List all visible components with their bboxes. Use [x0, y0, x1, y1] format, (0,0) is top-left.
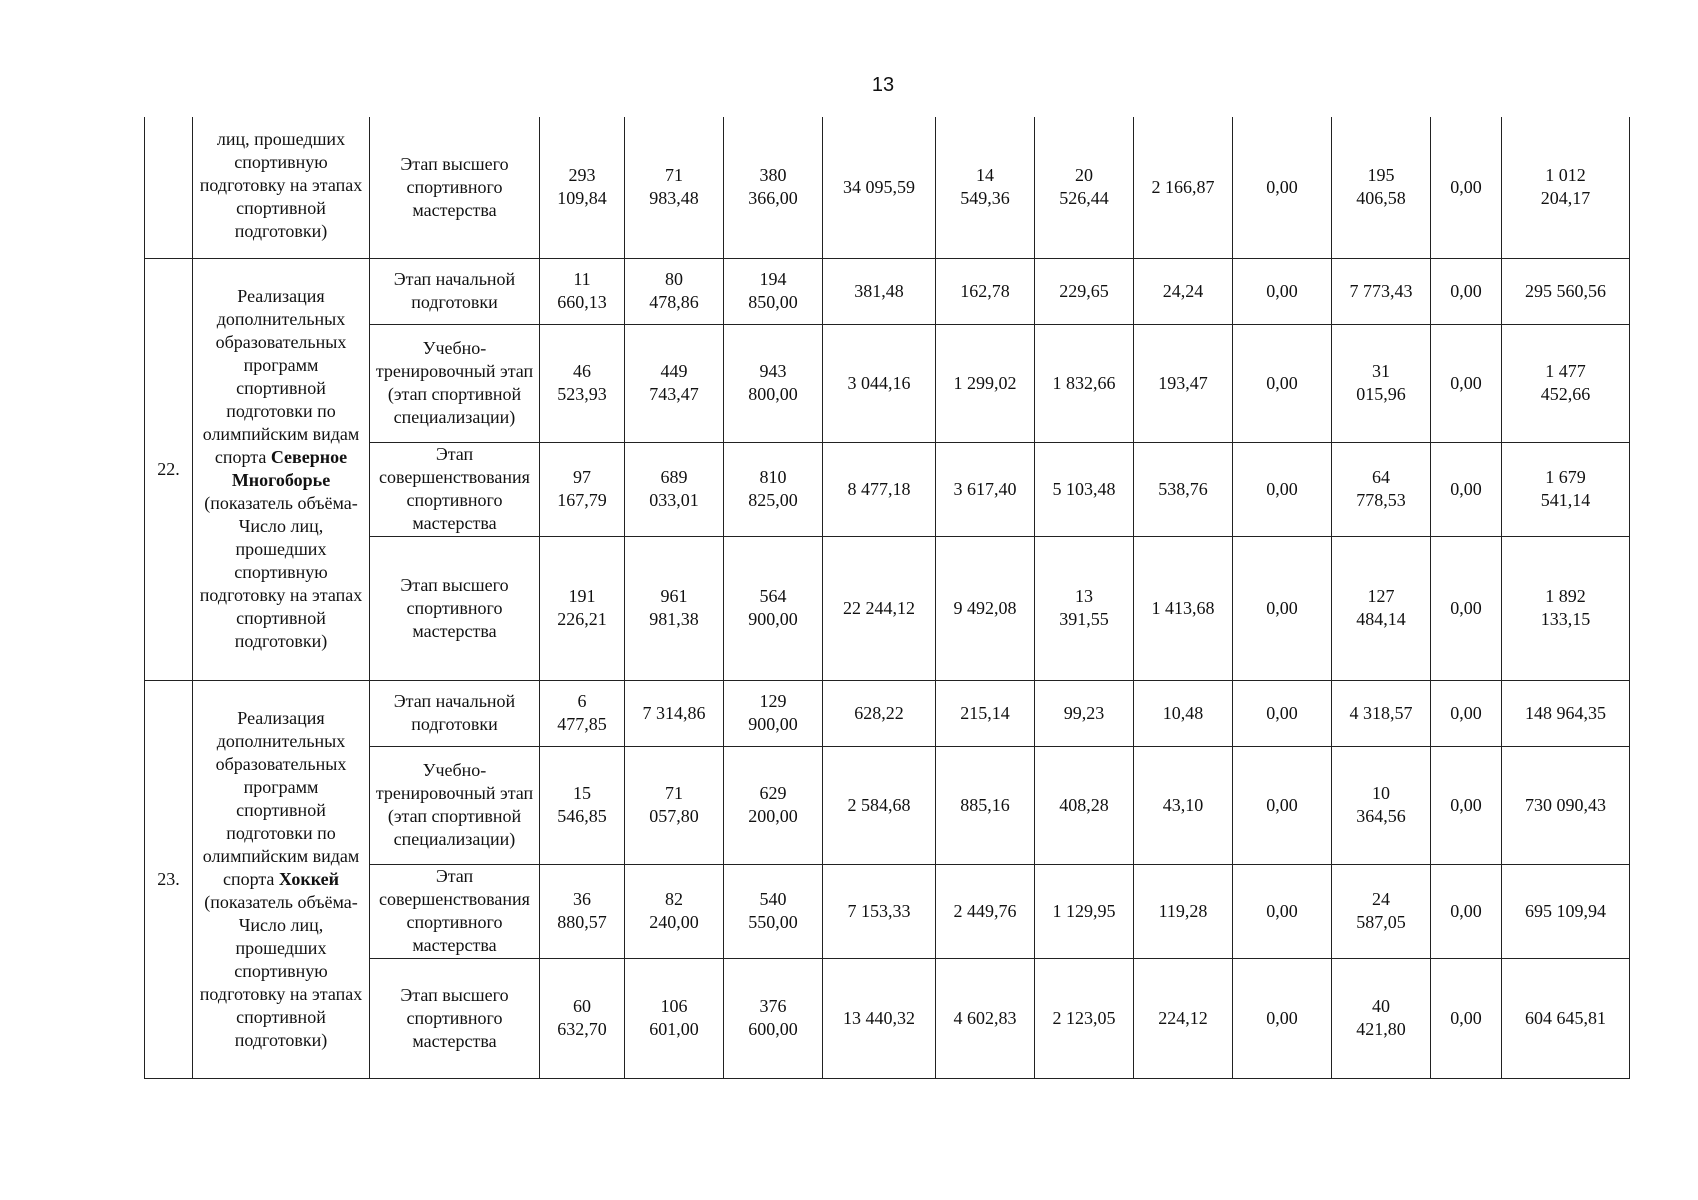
value-cell: 40 421,80	[1332, 958, 1431, 1078]
value-cell: 7 773,43	[1332, 258, 1431, 324]
value-cell: 295 560,56	[1502, 258, 1630, 324]
table-row	[145, 680, 1630, 746]
value-cell: 1 892 133,15	[1502, 536, 1630, 680]
value-cell: 7 153,33	[823, 864, 936, 958]
value-cell: 24 587,05	[1332, 864, 1431, 958]
stage-name: Этап совершенствования спортивного мастерства	[370, 864, 540, 958]
value-cell: 0,00	[1233, 117, 1332, 258]
value-cell: 71 983,48	[625, 117, 724, 258]
value-cell: 97 167,79	[540, 442, 625, 536]
value-cell: 43,10	[1134, 746, 1233, 864]
value-cell: 34 095,59	[823, 117, 936, 258]
value-cell: 564 900,00	[724, 536, 823, 680]
value-cell: 810 825,00	[724, 442, 823, 536]
value-cell: 71 057,80	[625, 746, 724, 864]
value-cell: 6 477,85	[540, 680, 625, 746]
value-cell: 0,00	[1431, 324, 1502, 442]
value-cell: 0,00	[1431, 117, 1502, 258]
table-row	[145, 117, 1630, 258]
value-cell: 0,00	[1233, 958, 1332, 1078]
value-cell: 293 109,84	[540, 117, 625, 258]
value-cell: 15 546,85	[540, 746, 625, 864]
value-cell: 2 166,87	[1134, 117, 1233, 258]
value-cell: 0,00	[1431, 864, 1502, 958]
stage-name: Этап высшего спортивного мастерства	[370, 958, 540, 1078]
row-number: 22.	[145, 258, 193, 680]
value-cell: 1 299,02	[936, 324, 1035, 442]
value-cell: 0,00	[1233, 536, 1332, 680]
value-cell: 193,47	[1134, 324, 1233, 442]
value-cell: 2 449,76	[936, 864, 1035, 958]
value-cell: 31 015,96	[1332, 324, 1431, 442]
value-cell: 11 660,13	[540, 258, 625, 324]
value-cell: 8 477,18	[823, 442, 936, 536]
value-cell: 730 090,43	[1502, 746, 1630, 864]
value-cell: 2 123,05	[1035, 958, 1134, 1078]
value-cell: 695 109,94	[1502, 864, 1630, 958]
value-cell: 0,00	[1233, 442, 1332, 536]
value-cell: 376 600,00	[724, 958, 823, 1078]
value-cell: 540 550,00	[724, 864, 823, 958]
value-cell: 0,00	[1431, 536, 1502, 680]
page-number: 13	[871, 74, 895, 96]
cost-table	[144, 117, 1630, 1079]
value-cell: 5 103,48	[1035, 442, 1134, 536]
value-cell: 885,16	[936, 746, 1035, 864]
value-cell: 943 800,00	[724, 324, 823, 442]
value-cell: 1 012 204,17	[1502, 117, 1630, 258]
value-cell: 538,76	[1134, 442, 1233, 536]
value-cell: 3 617,40	[936, 442, 1035, 536]
row-number: 23.	[145, 680, 193, 1078]
stage-name: Этап начальной подготовки	[370, 680, 540, 746]
value-cell: 0,00	[1431, 746, 1502, 864]
value-cell: 24,24	[1134, 258, 1233, 324]
value-cell: 0,00	[1233, 680, 1332, 746]
value-cell: 408,28	[1035, 746, 1134, 864]
value-cell: 36 880,57	[540, 864, 625, 958]
value-cell: 9 492,08	[936, 536, 1035, 680]
value-cell: 4 318,57	[1332, 680, 1431, 746]
value-cell: 106 601,00	[625, 958, 724, 1078]
stage-name: Этап высшего спортивного мастерства	[370, 536, 540, 680]
value-cell: 381,48	[823, 258, 936, 324]
value-cell: 10 364,56	[1332, 746, 1431, 864]
value-cell: 380 366,00	[724, 117, 823, 258]
value-cell: 60 632,70	[540, 958, 625, 1078]
value-cell: 229,65	[1035, 258, 1134, 324]
value-cell: 0,00	[1431, 258, 1502, 324]
value-cell: 119,28	[1134, 864, 1233, 958]
value-cell: 148 964,35	[1502, 680, 1630, 746]
service-name-text: (показатель объёма-Число лиц, прошедших спортивную подготовку на этапах спортивной подготовки)	[199, 891, 363, 1050]
value-cell: 20 526,44	[1035, 117, 1134, 258]
value-cell: 2 584,68	[823, 746, 936, 864]
value-cell: 215,14	[936, 680, 1035, 746]
value-cell: 127 484,14	[1332, 536, 1431, 680]
value-cell: 1 832,66	[1035, 324, 1134, 442]
value-cell: 22 244,12	[823, 536, 936, 680]
value-cell: 0,00	[1233, 864, 1332, 958]
value-cell: 1 477 452,66	[1502, 324, 1630, 442]
value-cell: 80 478,86	[625, 258, 724, 324]
value-cell: 628,22	[823, 680, 936, 746]
value-cell: 82 240,00	[625, 864, 724, 958]
value-cell: 449 743,47	[625, 324, 724, 442]
value-cell: 3 044,16	[823, 324, 936, 442]
service-name	[193, 680, 370, 1078]
value-cell: 0,00	[1431, 958, 1502, 1078]
value-cell: 4 602,83	[936, 958, 1035, 1078]
value-cell: 0,00	[1431, 442, 1502, 536]
value-cell: 64 778,53	[1332, 442, 1431, 536]
service-name-text: лиц, прошедших спортивную подготовку на этапах спортивной подготовки)	[199, 128, 363, 241]
value-cell: 0,00	[1233, 324, 1332, 442]
stage-name: Этап начальной подготовки	[370, 258, 540, 324]
sport-name: Северное Многоборье	[231, 447, 348, 490]
value-cell: 604 645,81	[1502, 958, 1630, 1078]
value-cell: 129 900,00	[724, 680, 823, 746]
value-cell: 1 413,68	[1134, 536, 1233, 680]
value-cell: 13 391,55	[1035, 536, 1134, 680]
value-cell: 0,00	[1233, 258, 1332, 324]
value-cell: 1 129,95	[1035, 864, 1134, 958]
value-cell: 10,48	[1134, 680, 1233, 746]
value-cell: 7 314,86	[625, 680, 724, 746]
service-name-text: (показатель объёма-Число лиц, прошедших спортивную подготовку на этапах спортивной подготовки)	[199, 493, 363, 651]
stage-name: Учебно-тренировочный этап (этап спортивной специализации)	[370, 324, 540, 442]
value-cell: 629 200,00	[724, 746, 823, 864]
row-number	[145, 117, 193, 258]
value-cell: 961 981,38	[625, 536, 724, 680]
value-cell: 46 523,93	[540, 324, 625, 442]
service-name	[193, 258, 370, 680]
value-cell: 0,00	[1233, 746, 1332, 864]
stage-name: Учебно-тренировочный этап (этап спортивной специализации)	[370, 746, 540, 864]
value-cell: 162,78	[936, 258, 1035, 324]
value-cell: 13 440,32	[823, 958, 936, 1078]
stage-name: Этап совершенствования спортивного мастерства	[370, 442, 540, 536]
stage-name: Этап высшего спортивного мастерства	[370, 117, 540, 258]
value-cell: 0,00	[1431, 680, 1502, 746]
value-cell: 194 850,00	[724, 258, 823, 324]
value-cell: 99,23	[1035, 680, 1134, 746]
value-cell: 195 406,58	[1332, 117, 1431, 258]
value-cell: 1 679 541,14	[1502, 442, 1630, 536]
value-cell: 689 033,01	[625, 442, 724, 536]
value-cell: 191 226,21	[540, 536, 625, 680]
sport-name: Хоккей	[278, 868, 340, 889]
value-cell: 224,12	[1134, 958, 1233, 1078]
service-name	[193, 117, 370, 258]
service-name-text: Реализация дополнительных образовательных программ спортивной подготовки по олимпийским видам спорта	[202, 707, 360, 889]
value-cell: 14 549,36	[936, 117, 1035, 258]
table-row	[145, 258, 1630, 324]
service-name-text: Реализация дополнительных образовательных программ спортивной подготовки по олимпийским видам спорта	[202, 286, 360, 467]
